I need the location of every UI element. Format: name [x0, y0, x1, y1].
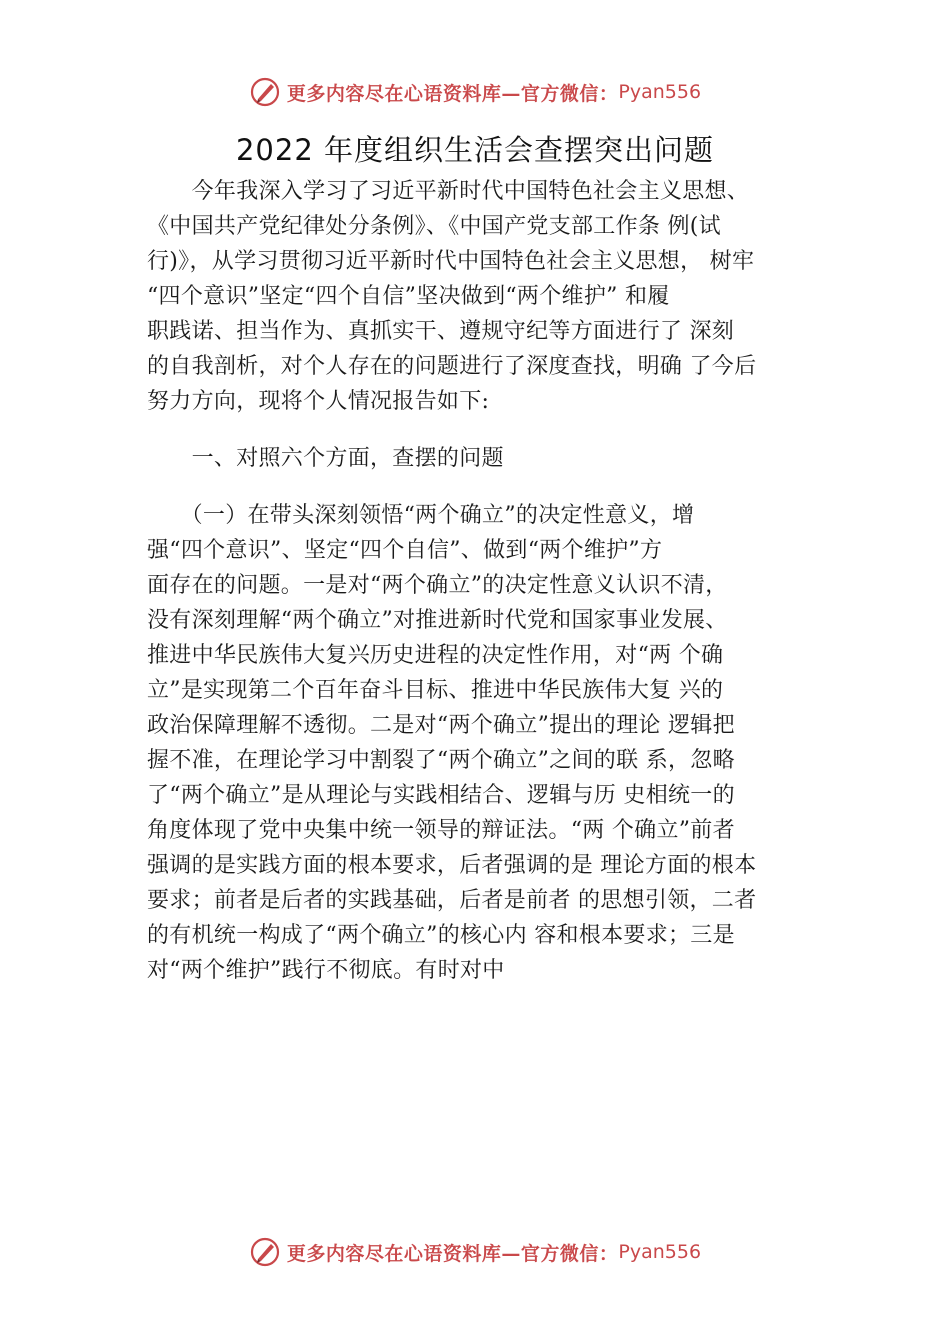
text-line: 政治保障理解不透彻。二是对“两个确立”提出的理论 逻辑把: [147, 713, 735, 738]
spacer: [147, 419, 847, 441]
text-line: 行)》，从学习贯彻习近平新时代中国特色社会主义思想， 树牢: [147, 249, 755, 274]
section-heading: 一、对照六个方面，查摆的问题: [147, 446, 504, 471]
text-line: 推进中华民族伟大复兴历史进程的决定性作用，对“两 个确: [147, 643, 724, 668]
banner-text: 更多内容尽在心语资料库—官方微信：: [286, 1242, 619, 1265]
document-body: [147, 174, 847, 988]
text-line: 了“两个确立”是从理论与实践相结合、逻辑与历 史相统一的: [147, 783, 735, 808]
footer-banner: [0, 1232, 950, 1272]
text-line: （一）在带头深刻领悟“两个确立”的决定性意义，增: [147, 503, 695, 528]
section-paragraph: [147, 498, 847, 988]
text-line: 努力方向，现将个人情况报告如下:: [147, 389, 490, 414]
text-line: 立”是实现第二个百年奋斗目标、推进中华民族伟大复 兴的: [147, 678, 724, 703]
banner-text: 更多内容尽在心语资料库—官方微信：: [286, 82, 619, 105]
text-line: 强调的是实践方面的根本要求，后者强调的是 理论方面的根本: [147, 853, 757, 878]
spacer: [147, 476, 847, 498]
header-banner: [0, 72, 950, 112]
text-line: 面存在的问题。一是对“两个确立”的决定性意义认识不清，: [147, 573, 728, 598]
pen-logo-icon: [249, 76, 281, 108]
text-line: 职践诺、担当作为、真抓实干、遵规守纪等方面进行了 深刻: [147, 319, 735, 344]
text-line: 握不准，在理论学习中割裂了“两个确立”之间的联 系，忽略: [147, 748, 735, 773]
text-line: 的有机统一构成了“两个确立”的核心内 容和根本要求；三是: [147, 923, 735, 948]
text-line: 要求；前者是后者的实践基础，后者是前者 的思想引领，二者: [147, 888, 757, 913]
text-line: 没有深刻理解“两个确立”对推进新时代党和国家事业发展、: [147, 608, 728, 633]
text-line: 角度体现了党中央集中统一领导的辩证法。“两 个确立”前者: [147, 818, 735, 843]
banner-contact: Pyan556: [618, 81, 702, 103]
text-line: 对“两个维护”践行不彻底。有时对中: [147, 958, 505, 983]
text-line: 强“四个意识”、坚定“四个自信”、做到“两个维护”方: [147, 538, 663, 563]
document-title: 2022 年度组织生活会查摆突出问题: [235, 133, 715, 167]
pen-logo-icon: [249, 1236, 281, 1268]
banner-contact: Pyan556: [618, 1241, 702, 1263]
text-line: 今年我深入学习了习近平新时代中国特色社会主义思想、: [147, 179, 750, 204]
text-line: 的自我剖析，对个人存在的问题进行了深度查找，明确 了今后: [147, 354, 757, 379]
intro-paragraph: [147, 174, 847, 419]
text-line: 《中国共产党纪律处分条例》、《中国产党支部工作条 例(试: [147, 214, 721, 239]
text-line: “四个意识”坚定“四个自信”坚决做到“两个维护” 和履: [147, 284, 670, 309]
